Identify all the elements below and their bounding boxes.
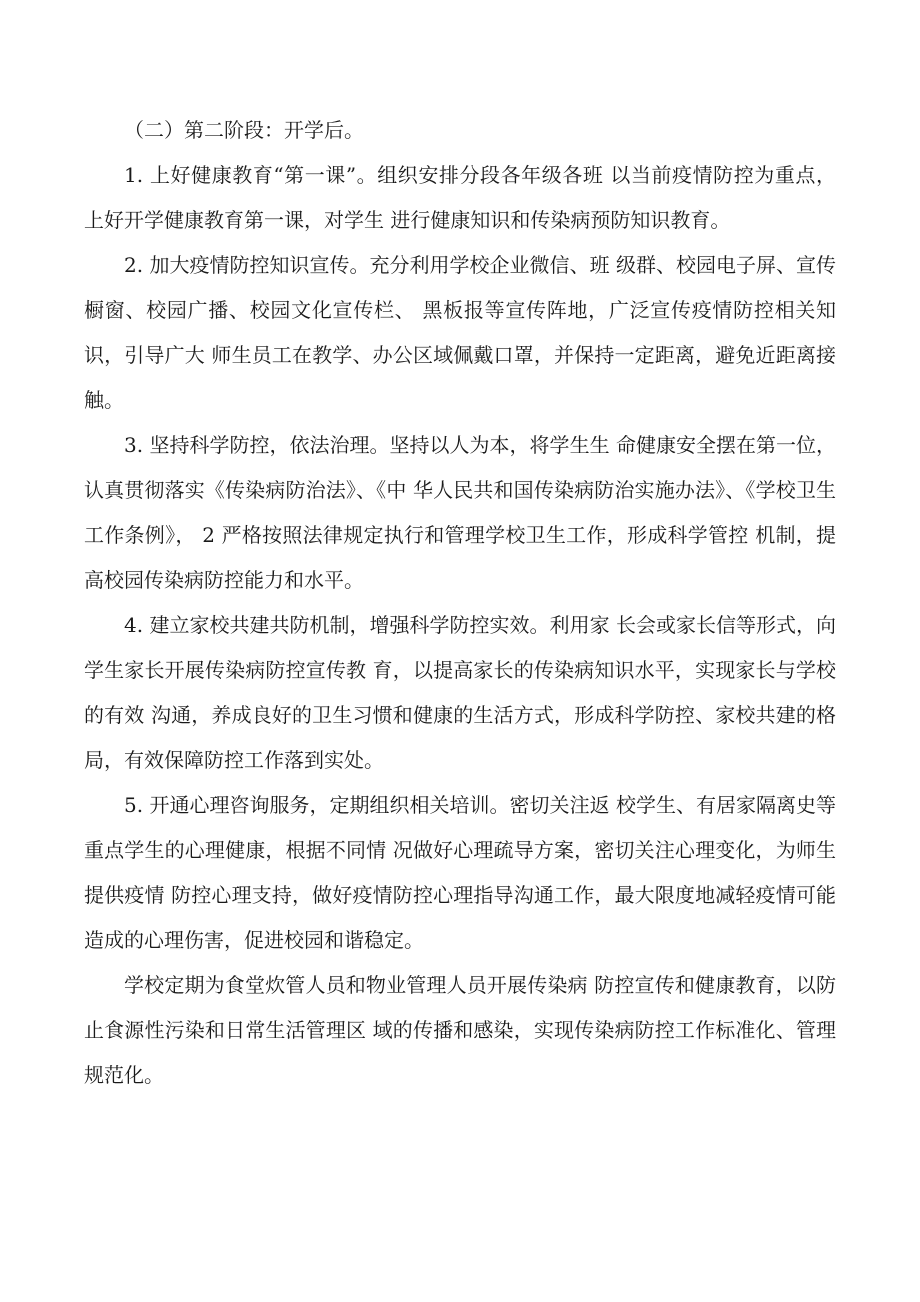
paragraph-home-school-cooperation: 4. 建立家校共建共防机制，增强科学防控实效。利用家 长会或家长信等形式，向学生家长开展传染病防控宣传教 育，以提高家长的传染病知识水平，实现家长与学校的有效 沟通，养成良好的卫生习惯和健康的生活方式，形成科学防控、家校共建的格局，有效保障防控工作落到实处。 — [84, 613, 836, 772]
paragraph-staff-training: 学校定期为食堂炊管人员和物业管理人员开展传染病 防控宣传和健康教育，以防止食源性污染和日常生活管理区 域的传播和感染，实现传染病防控工作标准化、管理规范化。 — [84, 973, 836, 1087]
paragraph-scientific-control: 3. 坚持科学防控，依法治理。坚持以人为本，将学生生 命健康安全摆在第一位，认真贯彻落实《传染病防治法》、《中 华人民共和国传染病防治实施办法》、《学校卫生工作条例》， 2 严格按照法律规定执行和管理学校卫生工作，形成科学管控 机制，提高校园传染病防控能力和水平。 — [84, 433, 836, 592]
paragraph-psychological-counseling: 5. 开通心理咨询服务，定期组织相关培训。密切关注返 校学生、有居家隔离史等重点学生的心理健康，根据不同情 况做好心理疏导方案，密切关注心理变化，为师生提供疫情 防控心理支持，做好疫情防控心理指导沟通工作，最大限度地减轻疫情可能造成的心理伤害，促进校园和谐稳定。 — [84, 793, 836, 952]
paragraph-knowledge-promotion: 2. 加大疫情防控知识宣传。充分利用学校企业微信、班 级群、校园电子屏、宣传橱窗、校园广播、校园文化宣传栏、 黑板报等宣传阵地，广泛宣传疫情防控相关知识，引导广大 师生员工在教学、办公区域佩戴口罩，并保持一定距离，避免近距离接触。 — [84, 253, 836, 412]
document-body — [84, 108, 836, 1098]
paragraph-health-education: 1. 上好健康教育“第一课”。组织安排分段各年级各班 以当前疫情防控为重点，上好开学健康教育第一课，对学生 进行健康知识和传染病预防知识教育。 — [84, 163, 836, 232]
section-heading: （二）第二阶段：开学后。 — [124, 118, 364, 142]
